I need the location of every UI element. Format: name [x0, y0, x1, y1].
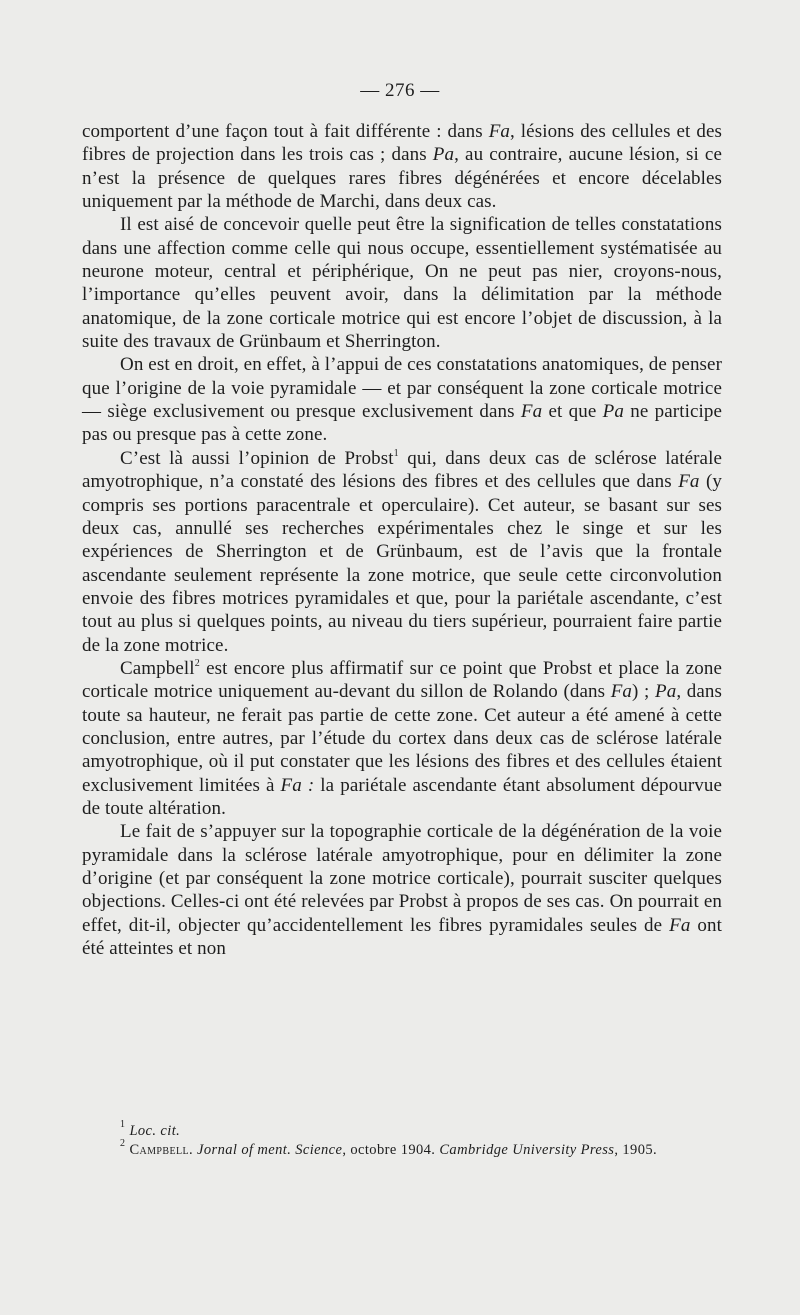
- text-run: , octobre 1904.: [342, 1141, 440, 1158]
- text-run: ont été atteintes et non: [82, 914, 722, 960]
- italic-text: Jornal of ment. Science: [197, 1141, 343, 1158]
- text-run: qui, dans deux cas de sclérose latérale amyotrophique, n’a constaté des lésions des fibres et des cellules que dans: [82, 447, 722, 493]
- paragraph-4: [82, 447, 722, 657]
- italic-text: Pa: [655, 681, 677, 703]
- footnotes: [82, 1119, 722, 1159]
- text-run: , dans toute sa hauteur, ne ferait pas partie de cette zone. Cet auteur a été amené à cette conclusion, entre autres, par l’étude du cortex dans deux cas de sclérose latérale amyotrophique, où il put constater que les lésions des fibres et des cellules étaient exclusivement limitées à: [82, 681, 722, 796]
- text-run: ne participe pas ou presque pas à cette zone.: [82, 401, 722, 446]
- text-run: la pariétale ascendante étant absolument dépourvue de toute altération.: [82, 774, 722, 819]
- text-run: ) ;: [632, 681, 656, 703]
- text-run: (y compris ses portions paracentrale et operculaire). Cet auteur, se basant sur ses deux cas, annullé ses recherches expérimentales chez le singe et sur les expériences de Sherrington et de Grünbaum, est de l’avis que la frontale ascendante seulement représente la zone motrice, que seule cette circonvolution envoie des fibres motrices pyramidales et que, pour la pariétale ascendante, c’est tout au plus si quelques points, au niveau du tiers supérieur, pourraient faire partie de la zone motrice.: [82, 471, 722, 656]
- italic-text: Cambridge University Press: [439, 1141, 615, 1158]
- text-run: C’est là aussi l’opinion de Probst: [120, 447, 394, 469]
- text-run: On est en droit, en effet, à l’appui de ces constatations anatomiques, de penser que l’origine de la voie pyramidale — et par conséquent la zone corticale motrice — siège exclusivement ou presque exclusivement dans: [82, 354, 722, 423]
- paragraph-5: [82, 657, 722, 820]
- text-run: .: [188, 1141, 198, 1158]
- text-run: Il est aisé de concevoir quelle peut être la signification de telles constatations dans une affection comme celle qui nous occupe, essentiellement systématisée au neurone moteur, central et périphérique, On ne peut pas nier, croyons-nous, l’importance qu’elles peuvent avoir, dans la délimitation par la méthode anatomique, de la zone corticale motrice qui est encore l’objet de discussion, à la suite des travaux de Grünbaum et Sherrington.: [82, 214, 722, 353]
- paragraph-1: [82, 120, 722, 213]
- text-run: est encore plus affirmatif sur ce point que Probst et place la zone corticale motrice uniquement au-devant du sillon de Rolando (dans: [82, 657, 722, 703]
- footnote-marker: 1: [393, 447, 399, 459]
- italic-text: Loc. cit.: [129, 1123, 181, 1139]
- page-number: — 276 —: [360, 80, 440, 101]
- text-run: , 1905.: [614, 1141, 658, 1158]
- footnote-1: [82, 1119, 722, 1141]
- italic-text: Pa: [602, 401, 624, 423]
- italic-text: Fa: [610, 681, 633, 703]
- footnote-marker: 2: [194, 657, 200, 669]
- paragraph-2: [82, 213, 722, 353]
- text-run: Campbell: [129, 1141, 189, 1158]
- text-run: , lésions des cellules et des fibres de projection dans les trois cas ; dans: [82, 121, 722, 166]
- footnote-marker: 1: [120, 1119, 126, 1130]
- text-run: comportent d’une façon tout à fait différente : dans: [82, 121, 489, 142]
- body-text: [82, 120, 722, 960]
- paragraph-3: [82, 353, 722, 446]
- italic-text: Fa: [488, 121, 510, 142]
- text-run: Campbell: [120, 657, 195, 679]
- footnote-2: [82, 1137, 722, 1160]
- italic-text: Fa: [678, 471, 700, 493]
- paragraph-6: [82, 820, 722, 960]
- text-run: et que: [542, 401, 603, 423]
- footnote-marker: 2: [120, 1137, 126, 1149]
- italic-text: Fa: [669, 914, 691, 936]
- italic-text: Fa :: [280, 774, 315, 796]
- text-run: , au contraire, aucune lésion, si ce n’est la présence de quelques rares fibres dégénérées et encore décelables uniquement par la méthode de Marchi, dans deux cas.: [82, 144, 722, 213]
- italic-text: Pa: [432, 144, 455, 166]
- italic-text: Fa: [520, 401, 543, 423]
- text-run: Le fait de s’appuyer sur la topographie corticale de la dégénération de la voie pyramidale dans la sclérose latérale amyotrophique, pour en délimiter la zone d’origine (et par conséquent la zone motrice corticale), pourrait susciter quelques objections. Celles-ci ont été relevées par Probst à propos de ses cas. On pourrait en effet, dit-il, objecter qu’accidentellement les fibres pyramidales seules de: [82, 821, 722, 936]
